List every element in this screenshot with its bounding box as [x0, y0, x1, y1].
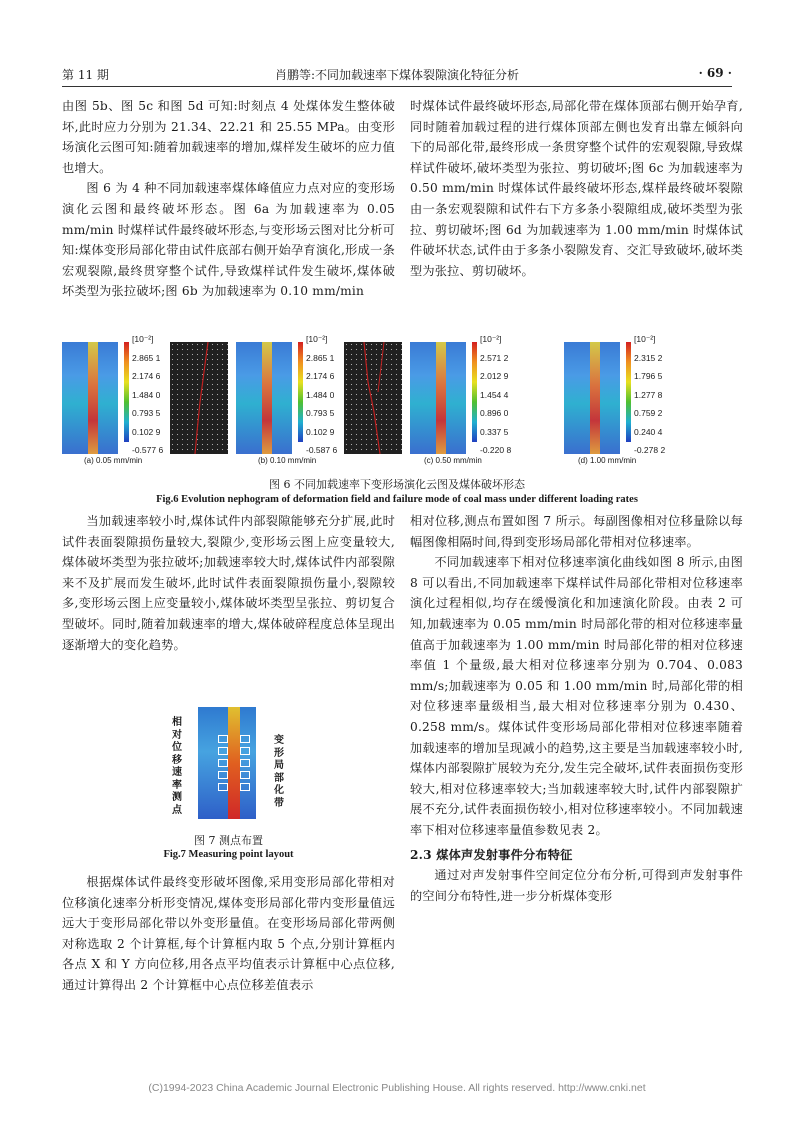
- color-scale-values: [480, 334, 511, 464]
- scale-unit: [10⁻²]: [306, 334, 328, 344]
- scale-value: 1.796 5: [634, 371, 663, 381]
- color-scale-values: [132, 334, 163, 464]
- scale-value: -0.220 8: [480, 445, 512, 455]
- scale-value: 0.102 9: [306, 426, 335, 437]
- figure-7: [170, 707, 320, 822]
- scale-value: 0.793 5: [132, 408, 161, 418]
- scale-value: 2.174 6: [132, 371, 161, 381]
- color-scale-bar: [298, 342, 303, 442]
- paragraph: 不同加载速率下相对位移速率演化曲线如图 8 所示,由图 8 可以看出,不同加载速率下煤样试件局部化带相对位移速率演化过程相似,均存在缓慢演化和加速演化阶段。由表 2 可知,加载速率为 0.05 mm/min 时局部化带的相对位移速率量值高于加载速率为 1.00 mm/min 时局部化带的相对位移速率值 1 个量级,最大相对位移速率分别为 0.704、0.083 mm/s;加载速率为 0.05 和 1.00 mm/min 时,局部化带的相对位移速率量级相当,最大相对位移速率分别为 0.430、0.258 mm/s。煤体试件变形场局部化带相对位移速率随着加载速率的增加呈现减小的趋势,这主要是当加载速率较小时,煤体内部裂隙扩展较为充分,发生完全破坏,试件表面损伤变形较大,相对位移速率较大;当加载速率较大时,试件内部裂隙扩展不充分,试件表面损伤较小,相对位移速率较小。不同加载速率下相对位移速率量值参数见表 2。: [410, 555, 743, 837]
- running-header: [62, 64, 732, 87]
- scale-value: 1.484 0: [306, 389, 335, 400]
- column-bottom-right: [410, 511, 743, 906]
- color-scale-values: [634, 334, 665, 464]
- figure6-caption-cn: 图 6 不同加载速率下变形场演化云图及煤体破坏形态: [269, 478, 525, 491]
- figure6-panel-a: [62, 334, 222, 470]
- scale-value: 2.012 9: [480, 371, 509, 381]
- scale-value: 0.240 4: [634, 426, 663, 437]
- scale-unit: [10⁻²]: [480, 334, 502, 344]
- scale-value: 0.896 0: [480, 408, 509, 418]
- scale-value: 2.865 1: [132, 352, 161, 363]
- copyright-footer: (C)1994-2023 China Academic Journal Electronic Publishing House. All rights reserved. http://www.cnki.net: [148, 1082, 646, 1094]
- scale-unit: [10⁻²]: [634, 334, 656, 344]
- figure7-caption-cn: 图 7 测点布置: [194, 834, 263, 847]
- column-top-left: [62, 96, 395, 302]
- scale-value: -0.577 6: [132, 445, 164, 455]
- scale-value: 1.277 8: [634, 389, 663, 400]
- column-bottom-left: [62, 511, 395, 655]
- scale-value: 2.865 1: [306, 352, 335, 363]
- subfigure-caption: (c) 0.50 mm/min: [424, 456, 482, 465]
- scale-value: 2.315 2: [634, 352, 663, 363]
- failure-mode-image: [170, 342, 228, 454]
- figure-6: [62, 334, 732, 470]
- column-bottom-left-cont: [62, 872, 395, 996]
- figure6-panel-b: [236, 334, 396, 470]
- deformation-nephogram: [410, 342, 466, 454]
- paragraph: 根据煤体试件最终变形破坏图像,采用变形局部化带相对位移演化速率分析形变情况,煤体变形局部化带内变形量值远远大于变形局部化带以外变形量值。在变形场局部化带两侧对称选取 2 个计算框,每个计算框内取 5 个点,分别计算框内各点 X 和 Y 方向位移,用各点平均值表示计算框中心点位移,通过计算得出 2 个计算框中心点位移差值表示: [62, 875, 395, 992]
- figure6-caption-en: Fig.6 Evolution nephogram of deformation field and failure mode of coal mass under different loading rates: [156, 494, 638, 505]
- subfigure-caption: (a) 0.05 mm/min: [84, 456, 143, 465]
- scale-value: 0.759 2: [634, 408, 663, 418]
- subfigure-caption: (b) 0.10 mm/min: [258, 456, 317, 465]
- failure-mode-image: [344, 342, 402, 454]
- measuring-layout-image: [198, 707, 256, 819]
- deformation-nephogram: [62, 342, 118, 454]
- subfigure-caption: (d) 1.00 mm/min: [578, 456, 637, 465]
- paragraph: 图 6 为 4 种不同加载速率煤体峰值应力点对应的变形场演化云图和最终破坏形态。图 6a 为加载速率为 0.05 mm/min 时煤样试件最终破坏形态,与变形场云图对比分析可知:煤体变形局部化带由试件底部右侧开始孕育演化,形成一条宏观裂隙,最终贯穿整个试件,导致煤样试件发生破坏,煤体破坏类型为张拉破坏;图 6b 为加载速率为 0.10 mm/min: [62, 181, 395, 299]
- scale-value: -0.278 2: [634, 445, 666, 455]
- paragraph: 时煤体试件最终破坏形态,局部化带在煤体顶部右侧开始孕育,同时随着加载过程的进行煤体顶部左侧也发育出靠左倾斜向下的局部化带,最终形成一条贯穿整个试件的宏观裂隙,导致煤样试件破坏,破坏类型为张拉、剪切破坏;图 6c 为加载速率为 0.50 mm/min 时煤体试件最终破坏形态,煤样最终破坏裂隙由一条宏观裂隙和试件右下方多条小裂隙组成,破坏类型为张拉、剪切破坏;图 6d 为加载速率为 1.00 mm/min 时煤体试件破坏状态,试件由于多条小裂隙发育、交汇导致破坏,破坏类型为张拉、剪切破坏。: [410, 99, 743, 278]
- running-title: 肖鹏等:不同加载速率下煤体裂隙演化特征分析: [274, 68, 520, 82]
- scale-value: 0.102 9: [132, 426, 161, 437]
- scale-value: -0.587 6: [306, 445, 338, 455]
- scale-unit: [10⁻²]: [132, 334, 154, 344]
- page-number: · 69 ·: [698, 66, 732, 80]
- color-scale-bar: [626, 342, 631, 442]
- issue-number: 第 11 期: [62, 68, 109, 82]
- scale-value: 1.454 4: [480, 389, 509, 400]
- figure6-panel-d: [564, 334, 724, 470]
- measuring-point-label: 相对位移速率测点: [172, 717, 182, 816]
- scale-value: 2.174 6: [306, 371, 335, 381]
- figure7-caption-en: Fig.7 Measuring point layout: [163, 849, 294, 860]
- scale-value: 1.484 0: [132, 389, 161, 400]
- paragraph: 当加载速率较小时,煤体试件内部裂隙能够充分扩展,此时试件表面裂隙损伤量较大,裂隙少,变形场云图上应变量较大,煤体破坏类型为张拉破坏;加载速率较大时,煤体试件内部裂隙来不及扩展而发生破坏,此时试件表面裂隙损伤量小,裂隙较多,变形场云图上应变量较小,煤体破坏类型呈张拉、剪切复合型破坏。同时,随着加载速率的增大,煤体破碎程度总体呈现出逐渐增大的变化趋势。: [62, 514, 395, 652]
- localization-band-label: 变形局部化带: [274, 735, 284, 809]
- paragraph: 由图 5b、图 5c 和图 5d 可知:时刻点 4 处煤体发生整体破坏,此时应力分别为 21.34、22.21 和 25.55 MPa。由变形场演化云图可知:随着加载速率的增加,煤样发生破坏的应力值也增大。: [62, 99, 395, 175]
- deformation-nephogram: [564, 342, 620, 454]
- color-scale-bar: [472, 342, 477, 442]
- scale-value: 0.337 5: [480, 426, 509, 437]
- figure6-panel-c: [410, 334, 570, 470]
- scale-value: 2.571 2: [480, 352, 509, 363]
- scale-value: 0.793 5: [306, 408, 335, 418]
- color-scale-values: [306, 334, 337, 464]
- paragraph: 通过对声发射事件空间定位分布分析,可得到声发射事件的空间分布特性,进一步分析煤体变形: [410, 868, 743, 903]
- deformation-nephogram: [236, 342, 292, 454]
- column-top-right: [410, 96, 743, 281]
- color-scale-bar: [124, 342, 129, 442]
- section-heading: 2.3 煤体声发射事件分布特征: [410, 847, 573, 862]
- paragraph: 相对位移,测点布置如图 7 所示。每副图像相对位移量除以每幅图像相隔时间,得到变形场局部化带相对位移速率。: [410, 514, 743, 549]
